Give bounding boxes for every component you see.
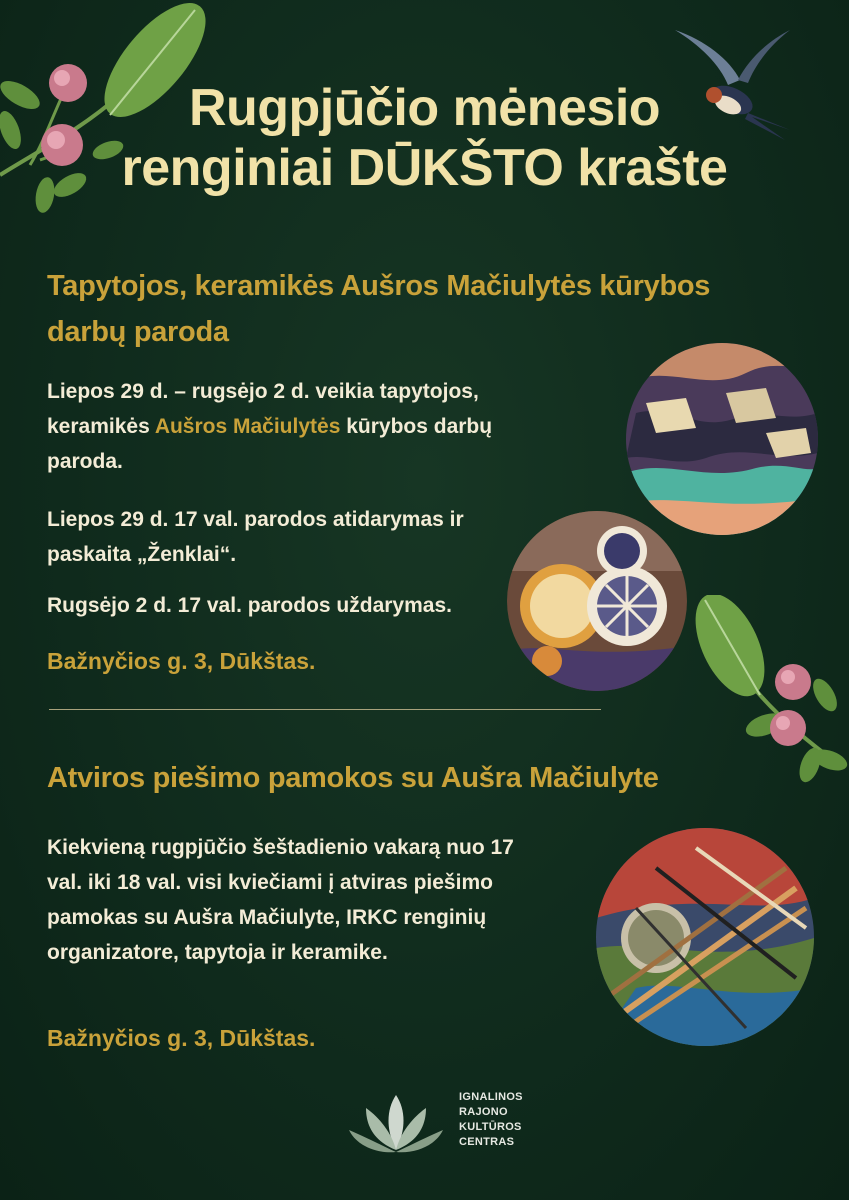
logo-line-4: CENTRAS <box>459 1136 515 1148</box>
section1-heading-line-1: Tapytojos, keramikės Aušros Mačiulytės kūrybos <box>47 270 711 302</box>
section1-address: Bažnyčios g. 3, Dūkštas. <box>47 648 316 674</box>
section1-p1-line-2-pre: keramikės <box>47 415 155 438</box>
title-line-2: renginiai DŪKŠTO krašte <box>121 139 728 197</box>
logo-line-1: IGNALINOS <box>459 1091 523 1103</box>
section1-p1-line-3: paroda. <box>47 450 123 473</box>
section2-p-line-2: val. iki 18 val. visi kviečiami į atviras piešimo <box>47 871 493 894</box>
logo-line-3: KULTŪROS <box>459 1121 522 1133</box>
section1-paragraph-2 <box>47 502 464 572</box>
section2-paragraph <box>47 830 514 970</box>
lotus-icon <box>346 1090 446 1160</box>
section1-heading-line-2: darbų paroda <box>47 316 229 348</box>
section1-p1-line-2 <box>47 409 492 444</box>
section2-address: Bažnyčios g. 3, Dūkštas. <box>47 1025 316 1051</box>
clover-flower-icon <box>690 595 849 795</box>
section1-p2-line-2: paskaita „Ženklai“. <box>47 543 237 566</box>
section-divider <box>49 709 601 710</box>
citrus-painting-image <box>507 511 687 691</box>
page-title <box>0 78 849 198</box>
section1-paragraph-3: Rugsėjo 2 d. 17 val. parodos uždarymas. <box>47 594 452 617</box>
artist-name-highlight: Aušros Mačiulytės <box>154 415 341 438</box>
section2-heading: Atviros piešimo pamokos su Aušra Mačiulyte <box>47 762 659 794</box>
section1-p1-line-1: Liepos 29 d. – rugsėjo 2 d. veikia tapytojos, <box>47 380 479 403</box>
section2-p-line-3: pamokas su Aušra Mačiulyte, IRKC renginių <box>47 906 487 929</box>
logo-line-2: RAJONO <box>459 1106 508 1118</box>
paint-brushes-palette-image <box>596 828 814 1046</box>
title-line-1: Rugpjūčio mėnesio <box>188 79 661 137</box>
organization-logo-text <box>459 1090 523 1150</box>
section1-heading <box>47 263 710 355</box>
section2-p-line-1: Kiekvieną rugpjūčio šeštadienio vakarą nuo 17 <box>47 836 514 859</box>
abstract-painting-image <box>626 343 818 535</box>
section1-p2-line-1: Liepos 29 d. 17 val. parodos atidarymas ir <box>47 508 464 531</box>
section1-p1-line-2-post: kūrybos darbų <box>340 415 493 438</box>
section1-paragraph-1 <box>47 374 492 479</box>
section2-p-line-4: organizatore, tapytoja ir keramike. <box>47 941 388 964</box>
